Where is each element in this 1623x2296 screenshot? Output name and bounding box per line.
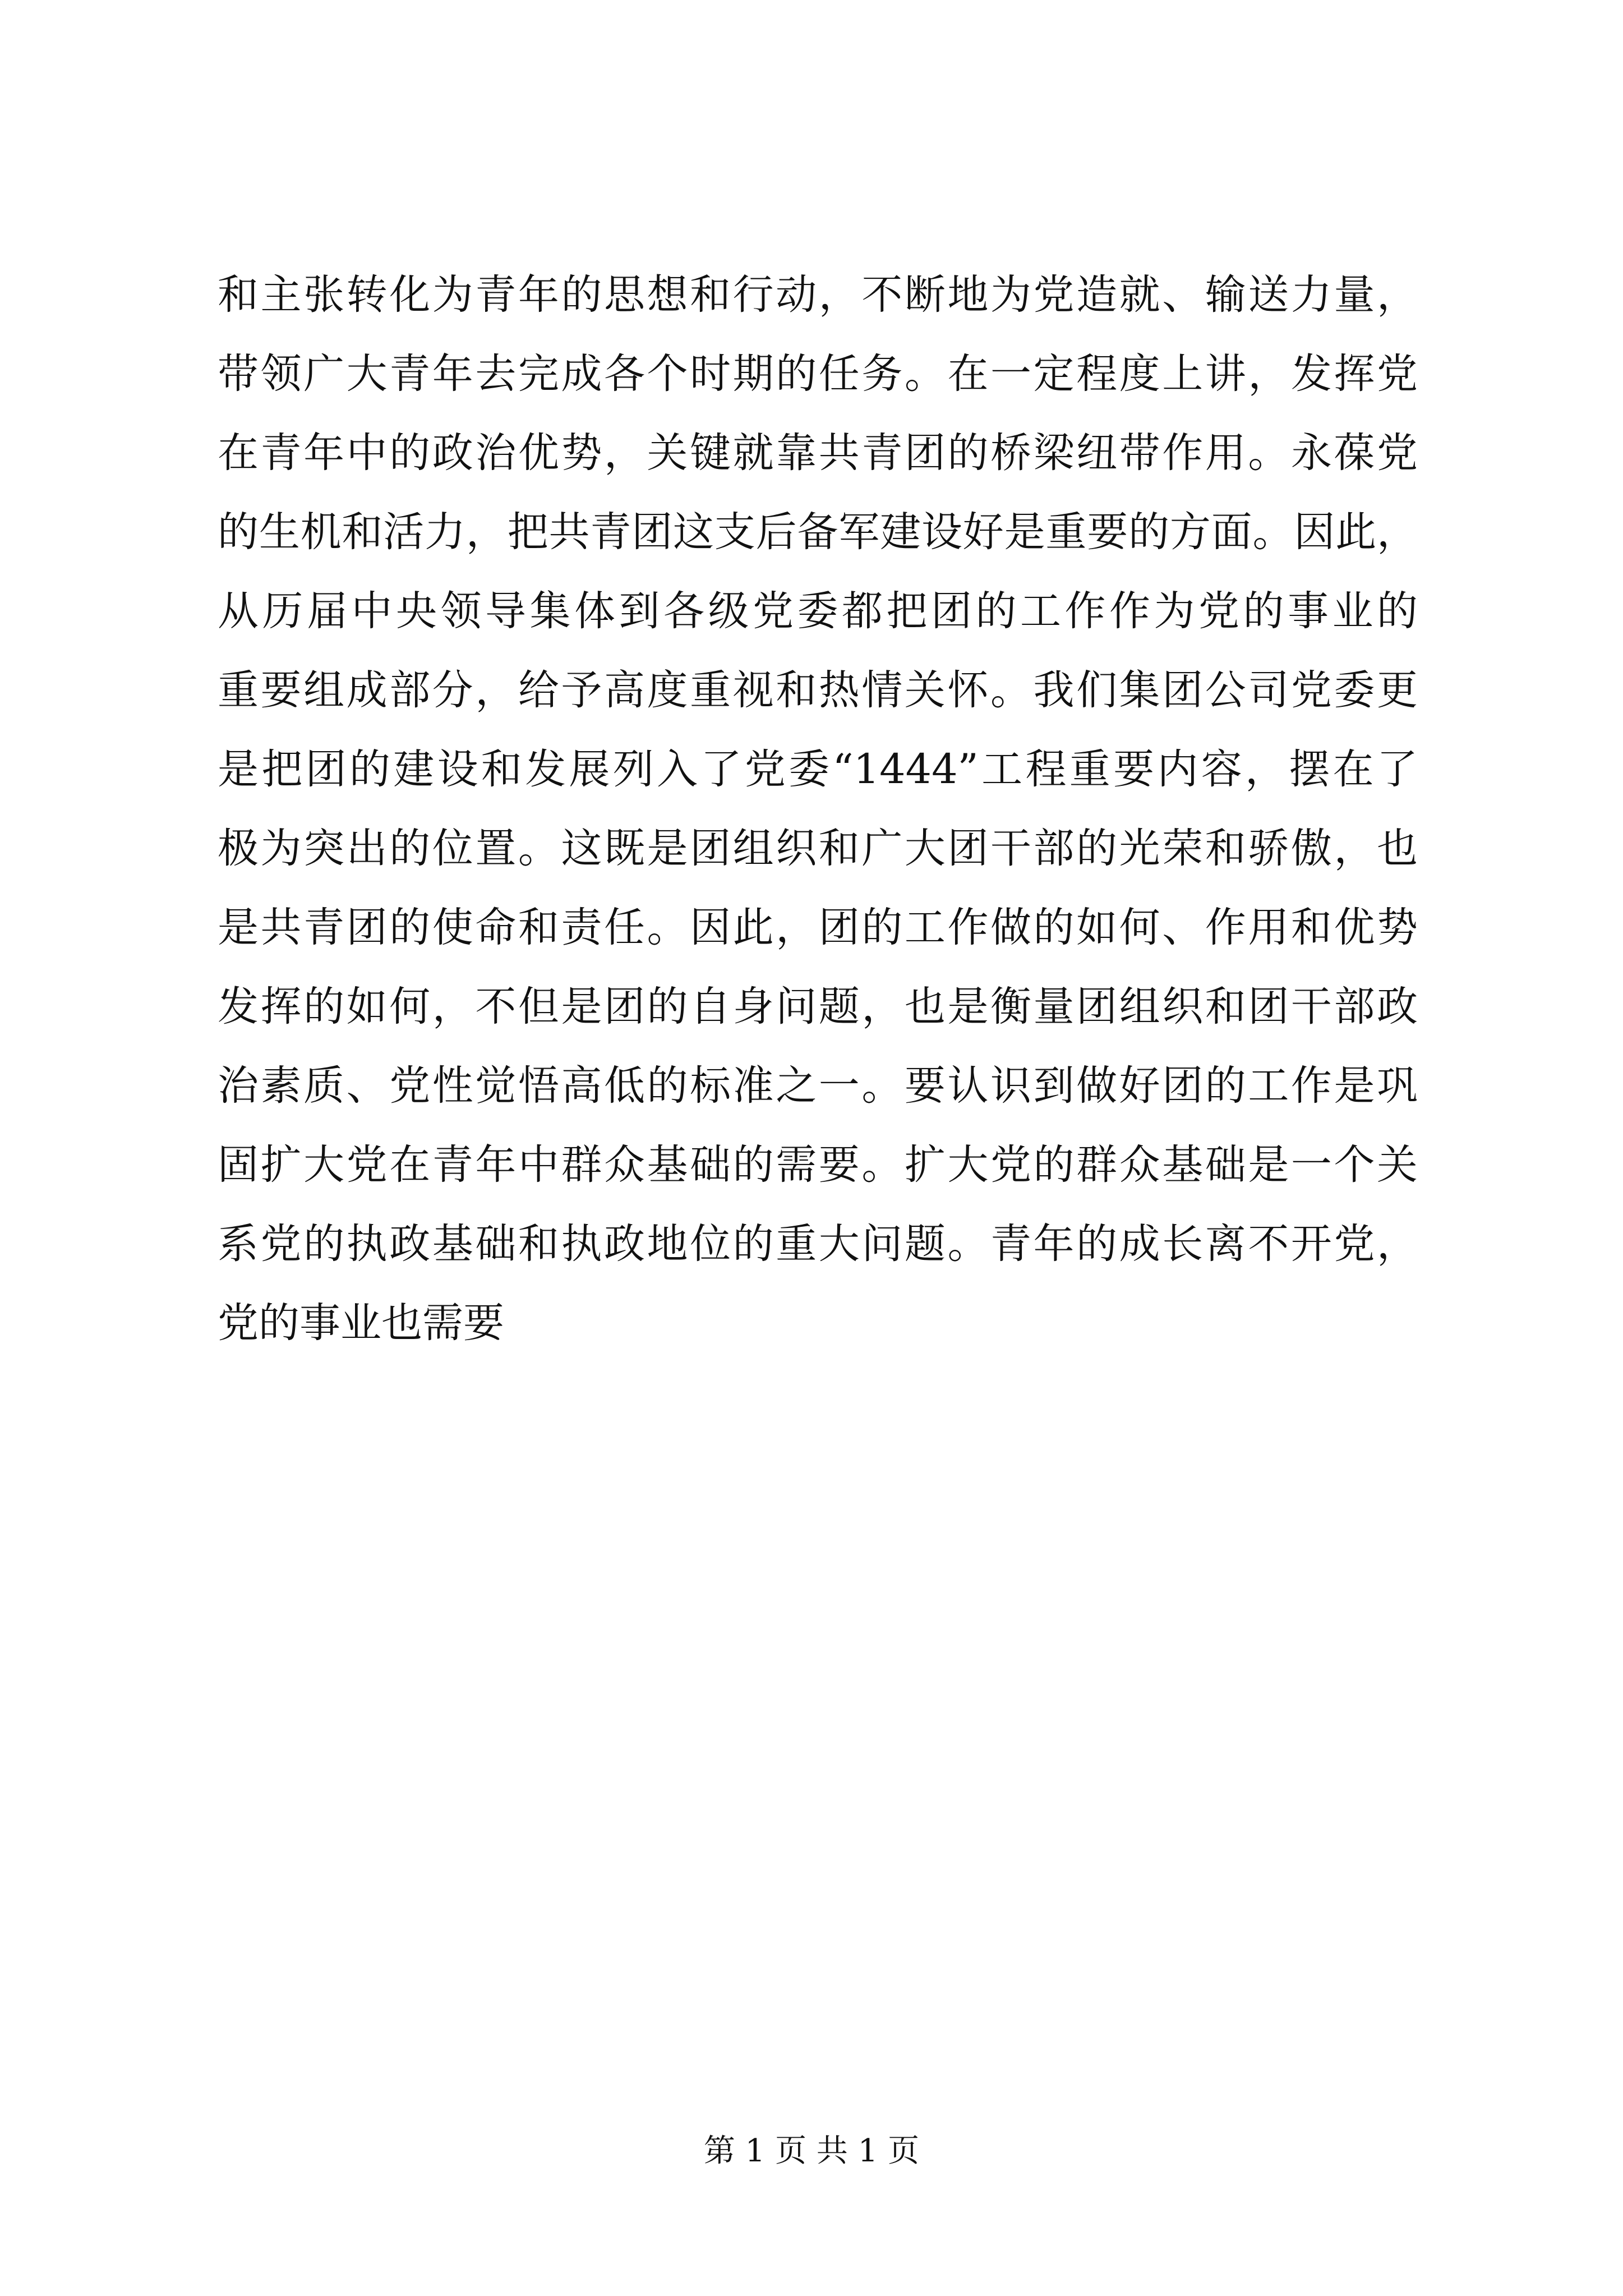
- text-line: 极为突出的位置。这既是团组织和广大团干部的光荣和骄傲，也: [218, 825, 1418, 872]
- text-line: 的生机和活力，把共青团这支后备军建设好是重要的方面。因此，: [218, 508, 1418, 556]
- text-line: 在青年中的政治优势，关键就靠共青团的桥梁纽带作用。永葆党: [218, 429, 1418, 477]
- text-line: 发挥的如何，不但是团的自身问题，也是衡量团组织和团干部政: [218, 983, 1418, 1030]
- text-line: 从历届中央领导集体到各级党委都把团的工作作为党的事业的: [218, 587, 1418, 635]
- text-line: 党的事业也需要: [218, 1299, 504, 1347]
- text-line: 治素质、党性觉悟高低的标准之一。要认识到做好团的工作是巩: [218, 1062, 1418, 1110]
- page-number-footer: 第 1 页 共 1 页: [703, 2133, 920, 2169]
- text-line: 是把团的建设和发展列入了党委“1444”工程重要内容，摆在了: [218, 746, 1418, 793]
- text-line: 带领广大青年去完成各个时期的任务。在一定程度上讲，发挥党: [218, 350, 1418, 398]
- text-line: 重要组成部分，给予高度重视和热情关怀。我们集团公司党委更: [218, 666, 1418, 714]
- text-line: 是共青团的使命和责任。因此，团的工作做的如何、作用和优势: [218, 904, 1418, 951]
- text-line: 固扩大党在青年中群众基础的需要。扩大党的群众基础是一个关: [218, 1141, 1418, 1189]
- body-paragraph: [218, 255, 1418, 1363]
- text-line: 和主张转化为青年的思想和行动，不断地为党造就、输送力量，: [218, 271, 1418, 319]
- text-line: 系党的执政基础和执政地位的重大问题。青年的成长离不开党，: [218, 1220, 1418, 1268]
